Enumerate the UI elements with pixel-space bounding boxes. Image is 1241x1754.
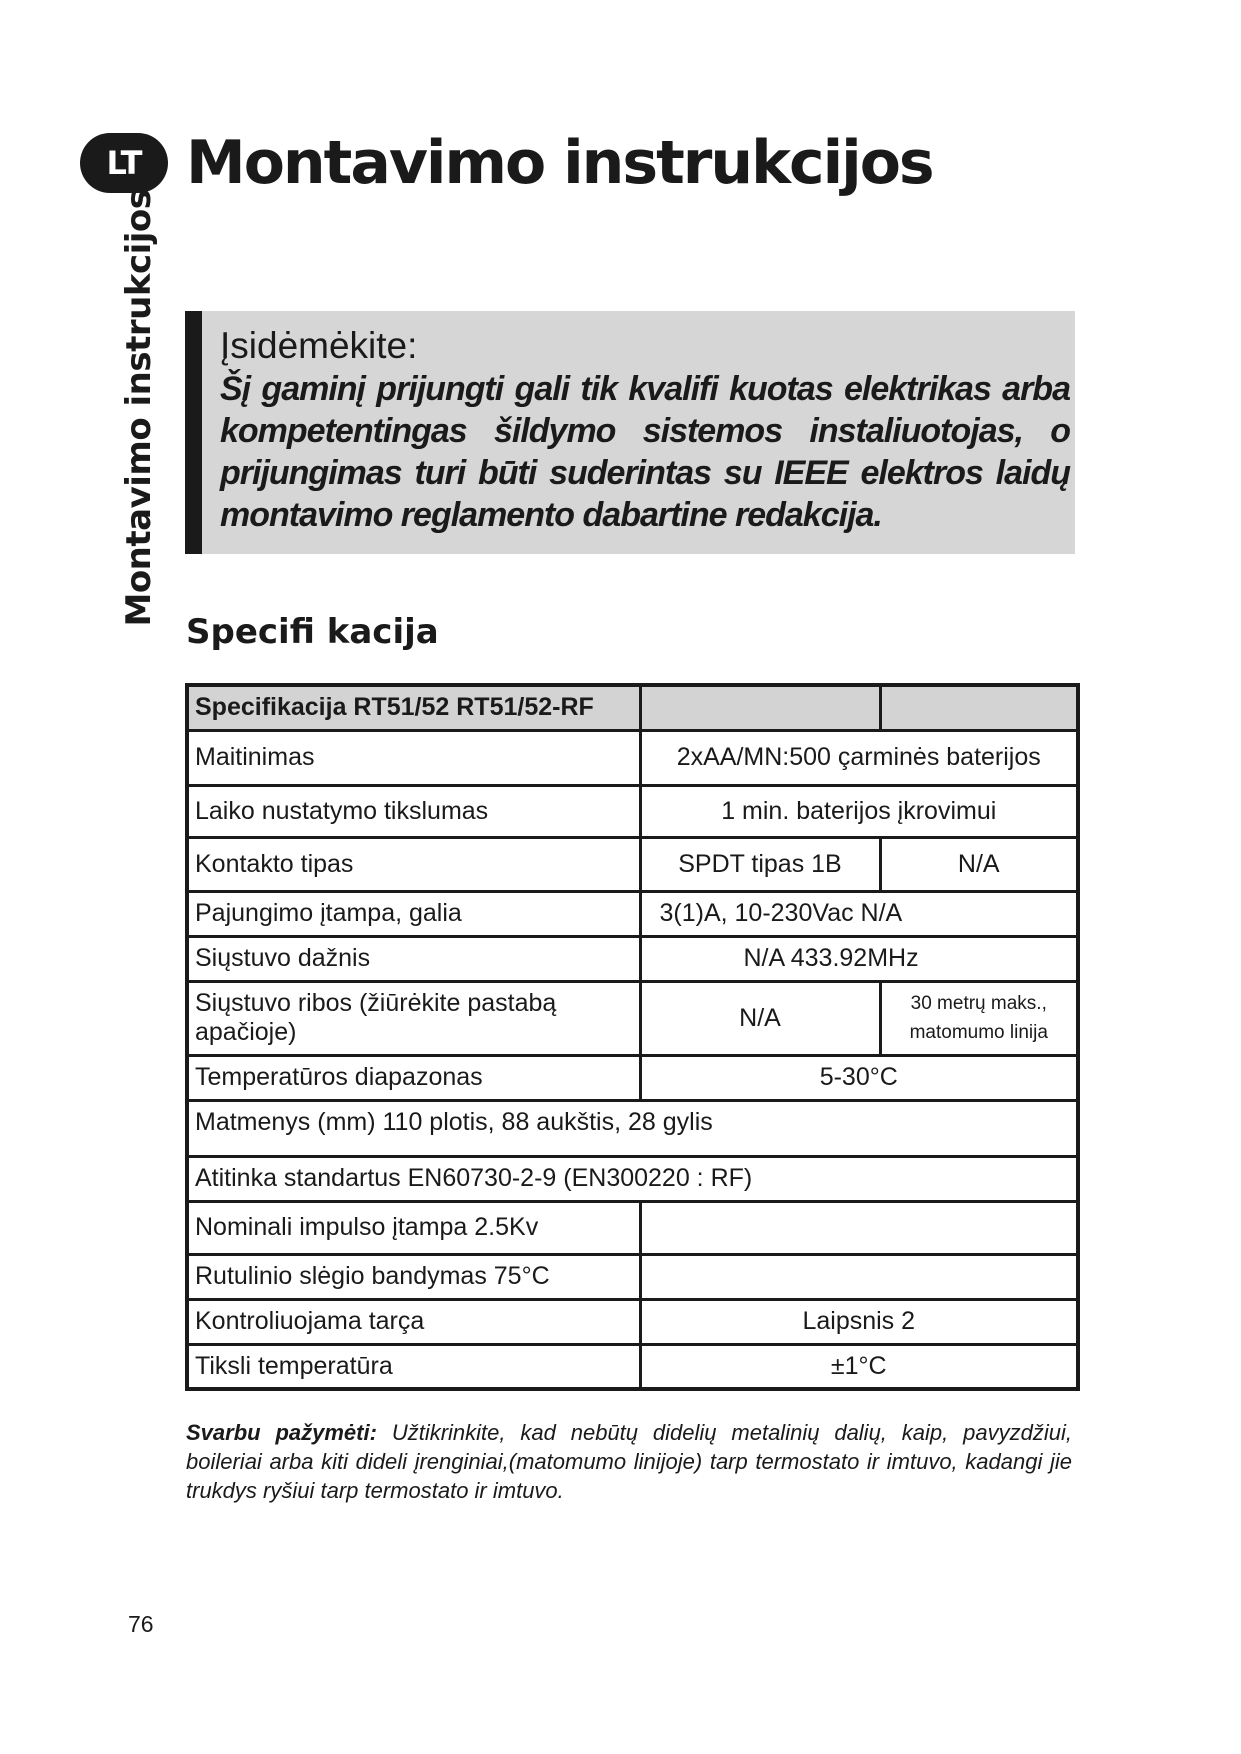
table-row — [187, 936, 1078, 981]
notice-heading: Įsidėmėkite: — [220, 325, 418, 366]
page-title: Montavimo instrukcijos — [186, 128, 933, 198]
row-label: Kontakto tipas — [187, 837, 640, 891]
row-label: Pajungimo įtampa, galia — [187, 891, 640, 936]
table-row — [187, 981, 1078, 1055]
table-row — [187, 730, 1078, 785]
row-value: 5-30°C — [640, 1055, 1078, 1100]
table-header-empty-cell — [640, 685, 880, 730]
side-section-title: Montavimo instrukcijos — [119, 189, 159, 627]
row-value: 3(1)A, 10-230Vac N/A — [640, 891, 1078, 936]
table-row — [187, 1055, 1078, 1100]
row-value: N/A 433.92MHz — [640, 936, 1078, 981]
important-note-text: Užtikrinkite, kad nebūtų didelių metalinių dalių, kaip, pavyzdžiui, boileriai arba kiti dideli įrenginiai,(matomumo linijoje) tarp termostato ir imtuvo, kadangi jie trukdys ryšiui tarp termostato ir imtuvo. — [186, 1420, 1072, 1503]
language-badge: LT — [80, 133, 168, 193]
page-number: 76 — [128, 1611, 154, 1637]
row-label-full: Atitinka standartus EN60730-2-9 (EN300220 : RF) — [187, 1156, 1078, 1201]
important-note-lead: Svarbu pažymėti: — [186, 1420, 377, 1445]
row-value: N/A — [640, 981, 880, 1055]
row-value-rf: N/A — [880, 837, 1078, 891]
row-label: Rutulinio slėgio bandymas 75°C — [187, 1254, 640, 1299]
table-row — [187, 891, 1078, 936]
row-value: 2xAA/MN:500 çarminės baterijos — [640, 730, 1078, 785]
notice-body: Šį gaminį prijungti gali tik kvalifi kuotas elektrikas arba kompetentingas šildymo sistemos instaliuotojas, o prijungimas turi būti suderintas su IEEE elektros laidų montavimo reglamento dabartine redakcija. — [220, 370, 1070, 534]
row-label: Nominali impulso įtampa 2.5Kv — [187, 1201, 640, 1254]
row-label: Tiksli temperatūra — [187, 1344, 640, 1389]
table-header-row — [187, 685, 1078, 730]
row-value-rf: 30 metrų maks., matomumo linija — [880, 981, 1078, 1055]
row-label-full: Matmenys (mm) 110 plotis, 88 aukštis, 28 gylis — [187, 1100, 1078, 1156]
table-row — [187, 1344, 1078, 1389]
row-value: 1 min. baterijos įkrovimui — [640, 785, 1078, 837]
table-header-cell: Specifikacija RT51/52 RT51/52-RF — [187, 685, 640, 730]
row-label: Temperatūros diapazonas — [187, 1055, 640, 1100]
row-value: SPDT tipas 1B — [640, 837, 880, 891]
row-label: Kontroliuojama tarça — [187, 1299, 640, 1344]
spec-table — [185, 683, 1080, 1391]
important-note — [186, 1418, 1072, 1505]
row-value: ±1°C — [640, 1344, 1078, 1389]
table-row — [187, 1254, 1078, 1299]
table-row — [187, 1156, 1078, 1201]
notice-box — [185, 311, 1075, 554]
row-label: Siųstuvo ribos (žiūrėkite pastabą apačioje) — [187, 981, 640, 1055]
table-row — [187, 1201, 1078, 1254]
table-row — [187, 1299, 1078, 1344]
table-row — [187, 1100, 1078, 1156]
table-row — [187, 837, 1078, 891]
row-label: Siųstuvo dažnis — [187, 936, 640, 981]
row-value: Laipsnis 2 — [640, 1299, 1078, 1344]
row-value-empty — [640, 1201, 1078, 1254]
table-row — [187, 785, 1078, 837]
row-value-empty — [640, 1254, 1078, 1299]
table-header-empty-cell — [880, 685, 1078, 730]
section-title: Specifi kacija — [186, 612, 439, 652]
row-label: Maitinimas — [187, 730, 640, 785]
row-label: Laiko nustatymo tikslumas — [187, 785, 640, 837]
